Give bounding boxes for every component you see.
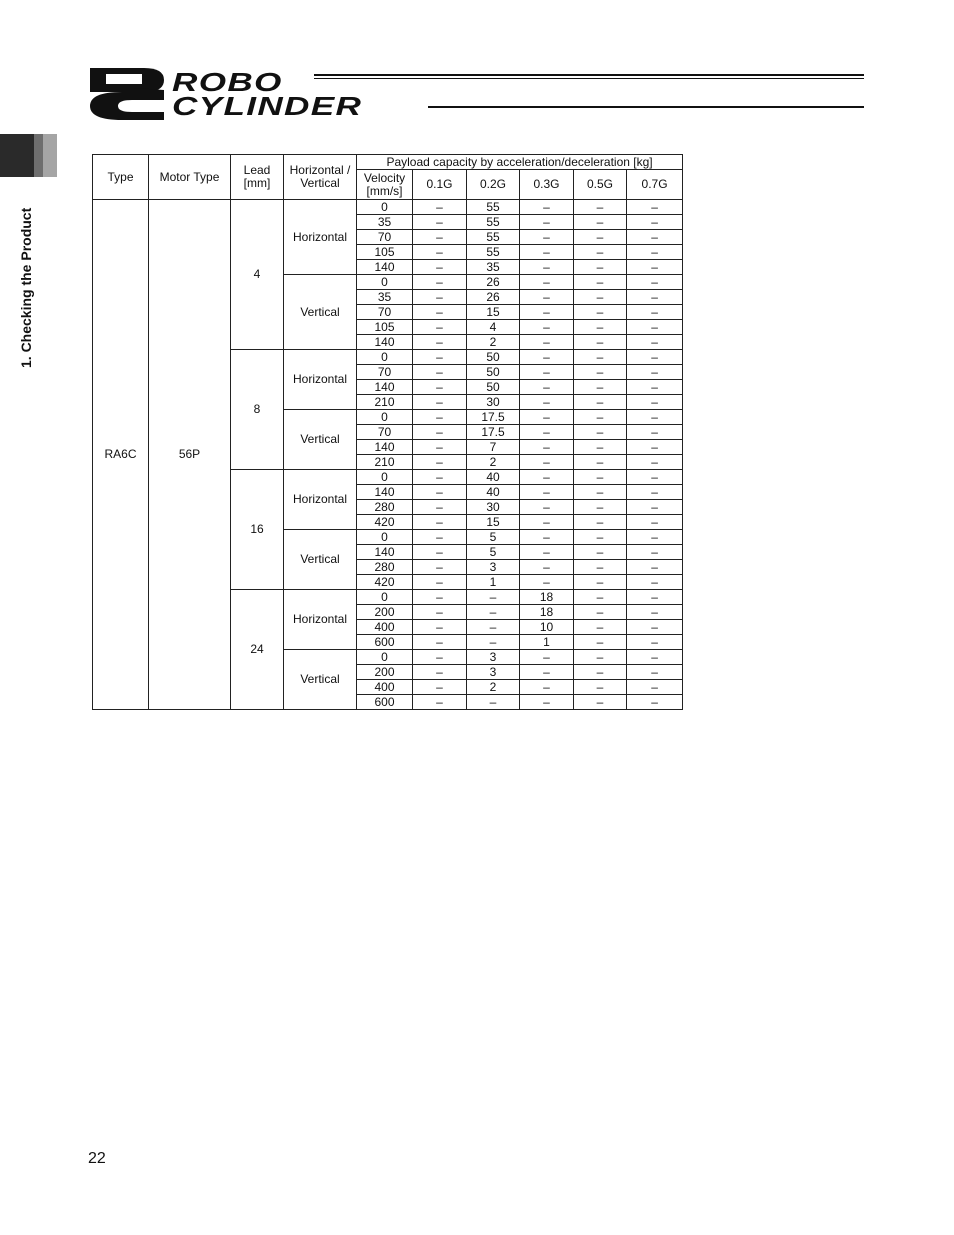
cell-payload: –: [467, 695, 520, 710]
cell-payload: –: [413, 425, 467, 440]
cell-velocity: 0: [357, 200, 413, 215]
cell-payload: 5: [467, 545, 520, 560]
cell-payload: 18: [520, 605, 574, 620]
cell-velocity: 0: [357, 410, 413, 425]
cell-payload: –: [520, 440, 574, 455]
cell-payload: 3: [467, 665, 520, 680]
cell-payload: 55: [467, 215, 520, 230]
cell-payload: 26: [467, 275, 520, 290]
cell-payload: 40: [467, 485, 520, 500]
cell-payload: 1: [520, 635, 574, 650]
cell-payload: –: [574, 530, 627, 545]
cell-payload: –: [413, 245, 467, 260]
cell-payload: –: [627, 395, 683, 410]
cell-orientation: Horizontal: [284, 470, 357, 530]
cell-payload: –: [413, 200, 467, 215]
cell-payload: –: [520, 455, 574, 470]
cell-payload: –: [574, 365, 627, 380]
cell-lead: 4: [231, 200, 284, 350]
cell-payload: –: [413, 290, 467, 305]
cell-payload: –: [574, 545, 627, 560]
cell-payload: –: [574, 560, 627, 575]
cell-payload: –: [574, 515, 627, 530]
cell-velocity: 70: [357, 305, 413, 320]
cell-payload: –: [574, 260, 627, 275]
cell-payload: –: [413, 560, 467, 575]
cell-payload: 55: [467, 230, 520, 245]
cell-payload: –: [574, 575, 627, 590]
cell-payload: –: [627, 650, 683, 665]
cell-payload: –: [413, 695, 467, 710]
cell-payload: –: [627, 455, 683, 470]
cell-payload: 30: [467, 500, 520, 515]
header-accel: 0.5G: [574, 170, 627, 200]
cell-payload: –: [520, 245, 574, 260]
cell-payload: –: [413, 410, 467, 425]
header-payload: Payload capacity by acceleration/deceleration [kg]: [357, 155, 683, 170]
cell-payload: –: [574, 650, 627, 665]
cell-payload: –: [413, 575, 467, 590]
cell-velocity: 70: [357, 425, 413, 440]
cell-payload: –: [627, 425, 683, 440]
cell-payload: 50: [467, 365, 520, 380]
cell-payload: –: [520, 395, 574, 410]
cell-payload: 2: [467, 335, 520, 350]
cell-payload: –: [413, 215, 467, 230]
cell-payload: –: [627, 560, 683, 575]
cell-payload: –: [520, 425, 574, 440]
cell-payload: –: [627, 410, 683, 425]
cell-orientation: Horizontal: [284, 200, 357, 275]
cell-payload: –: [520, 515, 574, 530]
cell-payload: –: [574, 680, 627, 695]
cell-payload: –: [413, 470, 467, 485]
cell-payload: –: [627, 665, 683, 680]
cell-velocity: 0: [357, 350, 413, 365]
cell-velocity: 35: [357, 215, 413, 230]
cell-payload: –: [574, 590, 627, 605]
cell-orientation: Vertical: [284, 530, 357, 590]
cell-velocity: 200: [357, 665, 413, 680]
cell-payload: 50: [467, 350, 520, 365]
cell-payload: –: [574, 605, 627, 620]
cell-payload: –: [574, 410, 627, 425]
cell-velocity: 140: [357, 545, 413, 560]
cell-velocity: 0: [357, 590, 413, 605]
cell-payload: –: [627, 215, 683, 230]
cell-velocity: 210: [357, 455, 413, 470]
cell-payload: –: [413, 650, 467, 665]
header-orientation-text: Horizontal / Vertical: [289, 163, 351, 190]
cell-payload: –: [520, 500, 574, 515]
cell-lead: 16: [231, 470, 284, 590]
cell-velocity: 600: [357, 635, 413, 650]
cell-lead: 24: [231, 590, 284, 710]
cell-payload: –: [627, 245, 683, 260]
header-accel: 0.1G: [413, 170, 467, 200]
cell-payload: –: [627, 290, 683, 305]
cell-payload: –: [520, 305, 574, 320]
cell-payload: –: [413, 635, 467, 650]
cell-payload: –: [413, 320, 467, 335]
cell-payload: –: [627, 545, 683, 560]
cell-payload: –: [413, 680, 467, 695]
cell-payload: –: [413, 380, 467, 395]
header-accel: 0.2G: [467, 170, 520, 200]
cell-payload: –: [413, 500, 467, 515]
cell-payload: –: [627, 335, 683, 350]
cell-payload: –: [520, 680, 574, 695]
cell-payload: –: [574, 455, 627, 470]
cell-payload: 17.5: [467, 410, 520, 425]
cell-velocity: 0: [357, 650, 413, 665]
cell-orientation: Vertical: [284, 410, 357, 470]
cell-payload: –: [574, 695, 627, 710]
cell-payload: –: [520, 230, 574, 245]
cell-payload: –: [627, 230, 683, 245]
cell-payload: –: [574, 380, 627, 395]
cell-payload: –: [520, 215, 574, 230]
cell-payload: –: [627, 440, 683, 455]
header-orientation: [284, 155, 357, 200]
cell-payload: –: [574, 230, 627, 245]
cell-payload: 35: [467, 260, 520, 275]
cell-payload: 5: [467, 530, 520, 545]
cell-payload: 2: [467, 680, 520, 695]
cell-payload: –: [574, 215, 627, 230]
page-number: 22: [88, 1150, 106, 1167]
cell-payload: –: [574, 305, 627, 320]
chapter-side-label: 1. Checking the Product: [18, 207, 34, 368]
cell-payload: –: [627, 200, 683, 215]
cell-velocity: 210: [357, 395, 413, 410]
cell-velocity: 420: [357, 515, 413, 530]
cell-orientation: Horizontal: [284, 590, 357, 650]
cell-payload: –: [627, 605, 683, 620]
cell-orientation: Horizontal: [284, 350, 357, 410]
cell-velocity: 0: [357, 530, 413, 545]
cell-velocity: 70: [357, 230, 413, 245]
cell-payload: –: [520, 410, 574, 425]
cell-payload: 26: [467, 290, 520, 305]
chapter-tab-marker: [0, 134, 57, 177]
cell-payload: 3: [467, 650, 520, 665]
cell-velocity: 140: [357, 380, 413, 395]
cell-payload: –: [520, 335, 574, 350]
cell-payload: –: [627, 470, 683, 485]
cell-payload: –: [627, 620, 683, 635]
cell-payload: –: [520, 665, 574, 680]
header-rule: [314, 74, 864, 76]
cell-payload: –: [627, 485, 683, 500]
header-accel: 0.7G: [627, 170, 683, 200]
header-lead-text: Lead [mm]: [243, 163, 271, 190]
cell-velocity: 105: [357, 320, 413, 335]
cell-type: RA6C: [93, 200, 149, 710]
cell-payload: –: [520, 260, 574, 275]
cell-payload: 40: [467, 470, 520, 485]
cell-payload: –: [520, 470, 574, 485]
cell-velocity: 105: [357, 245, 413, 260]
cell-orientation: Vertical: [284, 275, 357, 350]
cell-payload: –: [627, 365, 683, 380]
cell-payload: 3: [467, 560, 520, 575]
cell-payload: –: [467, 635, 520, 650]
cell-payload: –: [574, 290, 627, 305]
cell-payload: –: [413, 605, 467, 620]
cell-payload: 7: [467, 440, 520, 455]
cell-payload: 18: [520, 590, 574, 605]
cell-payload: 55: [467, 200, 520, 215]
cell-orientation: Vertical: [284, 650, 357, 710]
cell-payload: –: [413, 530, 467, 545]
cell-velocity: 280: [357, 500, 413, 515]
cell-payload: –: [413, 230, 467, 245]
header-velocity-text: Velocity [mm/s]: [363, 170, 406, 198]
cell-payload: –: [467, 620, 520, 635]
cell-payload: –: [520, 485, 574, 500]
cell-payload: –: [627, 305, 683, 320]
cell-velocity: 140: [357, 440, 413, 455]
header-velocity: [357, 170, 413, 200]
cell-velocity: 400: [357, 620, 413, 635]
cell-payload: 2: [467, 455, 520, 470]
cell-payload: –: [574, 470, 627, 485]
cell-velocity: 140: [357, 260, 413, 275]
cell-payload: –: [520, 350, 574, 365]
cell-velocity: 200: [357, 605, 413, 620]
cell-payload: –: [520, 530, 574, 545]
cell-payload: –: [413, 350, 467, 365]
cell-payload: –: [413, 275, 467, 290]
cell-payload: –: [520, 365, 574, 380]
cell-payload: –: [627, 635, 683, 650]
cell-payload: –: [574, 320, 627, 335]
cell-velocity: 280: [357, 560, 413, 575]
cell-payload: –: [627, 530, 683, 545]
cell-payload: 10: [520, 620, 574, 635]
cell-payload: –: [574, 395, 627, 410]
cell-payload: –: [413, 305, 467, 320]
cell-payload: –: [413, 335, 467, 350]
cell-payload: 30: [467, 395, 520, 410]
cell-payload: –: [413, 455, 467, 470]
cell-payload: –: [574, 440, 627, 455]
cell-payload: –: [627, 515, 683, 530]
cell-payload: 55: [467, 245, 520, 260]
logo-line-cylinder: CYLINDER: [172, 91, 363, 121]
logo-line-robo: ROBO: [172, 67, 283, 97]
cell-velocity: 400: [357, 680, 413, 695]
payload-capacity-table: [92, 154, 683, 710]
cell-payload: –: [627, 260, 683, 275]
cell-payload: 1: [467, 575, 520, 590]
cell-velocity: 0: [357, 275, 413, 290]
cell-payload: –: [627, 590, 683, 605]
cell-payload: –: [627, 380, 683, 395]
cell-payload: –: [520, 320, 574, 335]
cell-payload: –: [574, 425, 627, 440]
cell-payload: –: [520, 560, 574, 575]
header-lead: [231, 155, 284, 200]
cell-payload: –: [413, 620, 467, 635]
cell-payload: –: [413, 260, 467, 275]
cell-velocity: 140: [357, 485, 413, 500]
cell-payload: –: [574, 335, 627, 350]
cell-payload: –: [520, 380, 574, 395]
cell-payload: –: [627, 275, 683, 290]
table-row: [93, 200, 683, 215]
cell-payload: –: [627, 695, 683, 710]
cell-payload: –: [627, 680, 683, 695]
cell-payload: –: [520, 545, 574, 560]
cell-payload: –: [574, 485, 627, 500]
cell-payload: –: [520, 695, 574, 710]
header-rule-lower: [428, 106, 864, 108]
cell-payload: –: [574, 245, 627, 260]
cell-payload: –: [467, 590, 520, 605]
cell-payload: –: [574, 665, 627, 680]
cell-payload: 4: [467, 320, 520, 335]
cell-velocity: 70: [357, 365, 413, 380]
cell-payload: –: [574, 500, 627, 515]
cell-velocity: 35: [357, 290, 413, 305]
cell-payload: –: [413, 515, 467, 530]
header-rule-thin: [314, 78, 864, 79]
cell-payload: –: [574, 635, 627, 650]
cell-velocity: 600: [357, 695, 413, 710]
cell-payload: –: [627, 500, 683, 515]
cell-payload: 50: [467, 380, 520, 395]
cell-payload: –: [413, 485, 467, 500]
cell-payload: –: [413, 395, 467, 410]
cell-payload: –: [520, 290, 574, 305]
cell-payload: –: [520, 275, 574, 290]
cell-velocity: 420: [357, 575, 413, 590]
cell-payload: –: [627, 320, 683, 335]
cell-payload: –: [520, 200, 574, 215]
cell-payload: 15: [467, 305, 520, 320]
cell-velocity: 0: [357, 470, 413, 485]
cell-payload: 15: [467, 515, 520, 530]
cell-payload: –: [520, 575, 574, 590]
cell-lead: 8: [231, 350, 284, 470]
cell-payload: –: [574, 200, 627, 215]
cell-payload: –: [520, 650, 574, 665]
cell-velocity: 140: [357, 335, 413, 350]
cell-payload: –: [627, 350, 683, 365]
header-type: Type: [93, 155, 149, 200]
cell-payload: –: [467, 605, 520, 620]
header-accel: 0.3G: [520, 170, 574, 200]
cell-payload: –: [413, 545, 467, 560]
rc-logo-mark: [88, 66, 168, 120]
cell-payload: –: [413, 665, 467, 680]
header-motor-type: Motor Type: [149, 155, 231, 200]
cell-payload: –: [627, 575, 683, 590]
cell-payload: –: [574, 275, 627, 290]
cell-payload: –: [413, 440, 467, 455]
cell-payload: –: [413, 365, 467, 380]
cell-payload: –: [574, 620, 627, 635]
cell-payload: 17.5: [467, 425, 520, 440]
cell-motor-type: 56P: [149, 200, 231, 710]
cell-payload: –: [574, 350, 627, 365]
cell-payload: –: [413, 590, 467, 605]
